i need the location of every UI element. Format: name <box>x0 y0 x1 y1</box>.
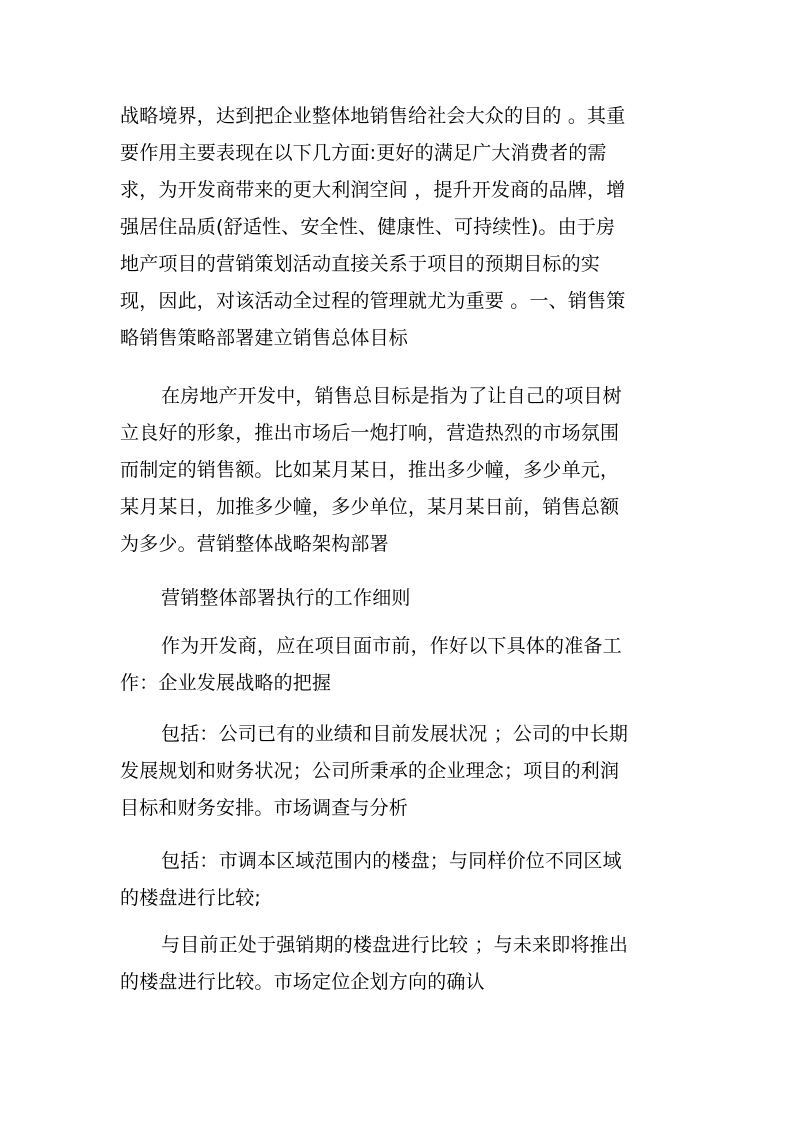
paragraph-first-line: 与目前正处于强销期的楼盘进行比较 ；与未来即将推出 <box>161 934 629 956</box>
paragraph-first-line: 营销整体部署执行的工作细则 <box>161 587 411 609</box>
paragraph-first-line: 包括：市调本区域范围内的楼盘；与同样价位不同区域 <box>161 850 622 872</box>
text-line: 的楼盘进行比较。市场定位企划方向的确认 <box>120 971 485 993</box>
text-line: 为多少。营销整体战略架构部署 <box>120 533 389 555</box>
text-line: 而制定的销售额。比如某月某日，推出多少幢，多少单元， <box>120 459 620 481</box>
text-line: 发展规划和财务状况；公司所秉承的企业理念；项目的利润 <box>120 760 620 782</box>
paragraph-first-line: 在房地产开发中，销售总目标是指为了让自己的项目树 <box>161 385 622 407</box>
text-line: 某月某日，加推多少幢，多少单位，某月某日前，销售总额 <box>120 496 620 518</box>
text-line: 求，为开发商带来的更大利润空间 ，提升开发商的品牌，增 <box>120 179 626 201</box>
text-line: 目标和财务安排。市场调查与分析 <box>120 797 409 819</box>
text-line: 战略境界，达到把企业整体地销售给社会大众的目的 。其重 <box>120 105 626 127</box>
text-line: 作：企业发展战略的把握 <box>120 672 332 694</box>
text-line: 强居住品质(舒适性、安全性、健康性、可持续性)。由于房 <box>120 216 616 238</box>
text-line: 的楼盘进行比较; <box>120 887 262 909</box>
text-line: 略销售策略部署建立销售总体目标 <box>120 327 409 349</box>
paragraph-first-line: 作为开发商，应在项目面市前，作好以下具体的准备工 <box>161 635 622 657</box>
text-line: 现，因此，对该活动全过程的管理就尤为重要 。一、销售策 <box>120 290 626 312</box>
paragraph-first-line: 包括：公司已有的业绩和目前发展状况 ；公司的中长期 <box>161 723 629 745</box>
text-line: 要作用主要表现在以下几方面:更好的满足广大消费者的需 <box>120 142 607 164</box>
text-line: 立良好的形象，推出市场后一炮打响，营造热烈的市场氛围 <box>120 422 620 444</box>
text-line: 地产项目的营销策划活动直接关系于项目的预期目标的实 <box>120 253 601 275</box>
